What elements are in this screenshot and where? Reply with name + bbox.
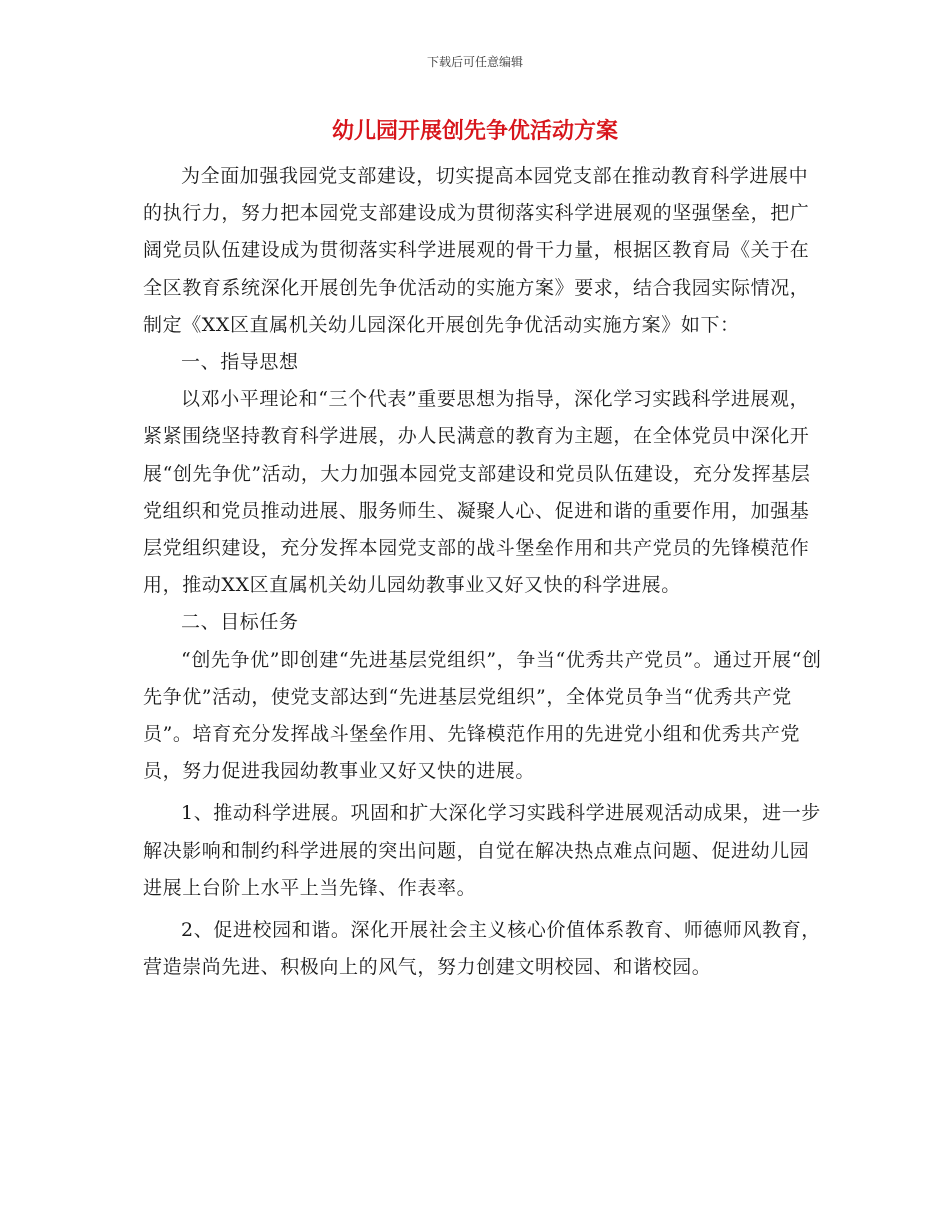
goal-item-2: 2、促进校园和谐。深化开展社会主义核心价值体系教育、师德师风教育，营造崇尚先进、积极向上的风气，努力创建文明校园、和谐校园。 [143, 919, 821, 979]
intro-paragraph: 为全面加强我园党支部建设，切实提高本园党支部在推动教育科学进展中的执行力，努力把本园党支部建设成为贯彻落实科学进展观的坚强堡垒，把广阔党员队伍建设成为贯彻落实科学进展观的骨干力量，根据区教育局《关于在全区教育系统深化开展创先争优活动的实施方案》要求，结合我园实际情况，制定《XX区直属机关幼儿园深化开展创先争优活动实施方案》如下： [143, 165, 810, 336]
document-title: 幼儿园开展创先争优活动方案 [331, 118, 618, 144]
guiding-thought-paragraph: 以邓小平理论和“三个代表”重要思想为指导，深化学习实践科学进展观，紧紧围绕坚持教育科学进展，办人民满意的教育为主题，在全体党员中深化开展“创先争优”活动，大力加强本园党支部建设和党员队伍建设，充分发挥基层党组织和党员推动进展、服务师生、凝聚人心、促进和谐的重要作用，加强基层党组织建设，充分发挥本园党支部的战斗堡垒作用和共产党员的先锋模范作用，推动XX区直属机关幼儿园幼教事业又好又快的科学进展。 [143, 388, 811, 597]
header-note: 下载后可任意编辑 [426, 55, 523, 69]
goal-item-1: 1、推动科学进展。巩固和扩大深化学习实践科学进展观活动成果，进一步解决影响和制约科学进展的突出问题，自觉在解决热点难点问题、促进幼儿园进展上台阶上水平上当先锋、作表率。 [143, 802, 821, 899]
document-body [143, 158, 823, 991]
goals-paragraph: “创先争优”即创建“先进基层党组织”，争当“优秀共产党员”。通过开展“创先争优”活动，使党支部达到“先进基层党组织”，全体党员争当“优秀共产党员”。培育充分发挥战斗堡垒作用、先锋模范作用的先进党小组和优秀共产党员，努力促进我园幼教事业又好又快的进展。 [143, 648, 822, 783]
section-heading-goals: 二、目标任务 [181, 611, 299, 634]
section-heading-guiding-thought: 一、指导思想 [181, 351, 299, 374]
